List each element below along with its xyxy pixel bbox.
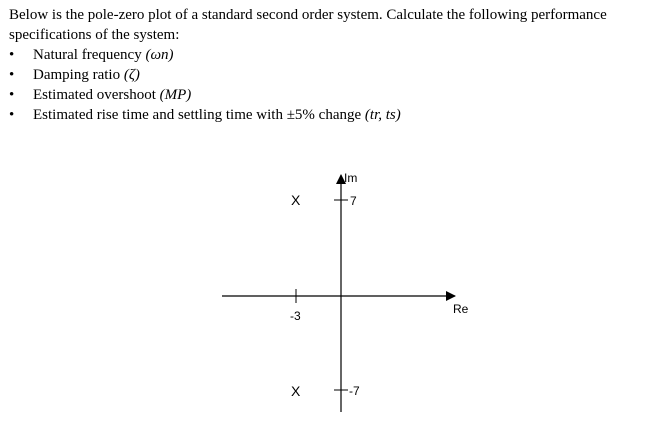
problem-intro: Below is the pole-zero plot of a standard second order system. Calculate the following performance specifications of the system: (9, 7, 607, 43)
spec-symbol: (tr, ts) (364, 107, 401, 123)
tick-label-im-pos: 7 (350, 194, 357, 208)
tick-label-im-neg: -7 (349, 384, 360, 398)
spec-label: Estimated overshoot (33, 87, 156, 103)
pole-upper: X (291, 192, 301, 208)
pole-lower: X (291, 383, 301, 399)
spec-symbol: (MP) (159, 87, 192, 103)
spec-symbol: (ζ) (123, 67, 140, 83)
spec-symbol: (ωn) (145, 47, 174, 63)
tick-label-re: -3 (290, 309, 301, 323)
spec-label: Estimated rise time and settling time with ±5% change (33, 107, 362, 123)
axis-re-label: Re (453, 302, 469, 316)
axis-im-label: Im (344, 171, 358, 185)
spec-label: Damping ratio (33, 67, 121, 83)
spec-label: Natural frequency (33, 47, 142, 63)
